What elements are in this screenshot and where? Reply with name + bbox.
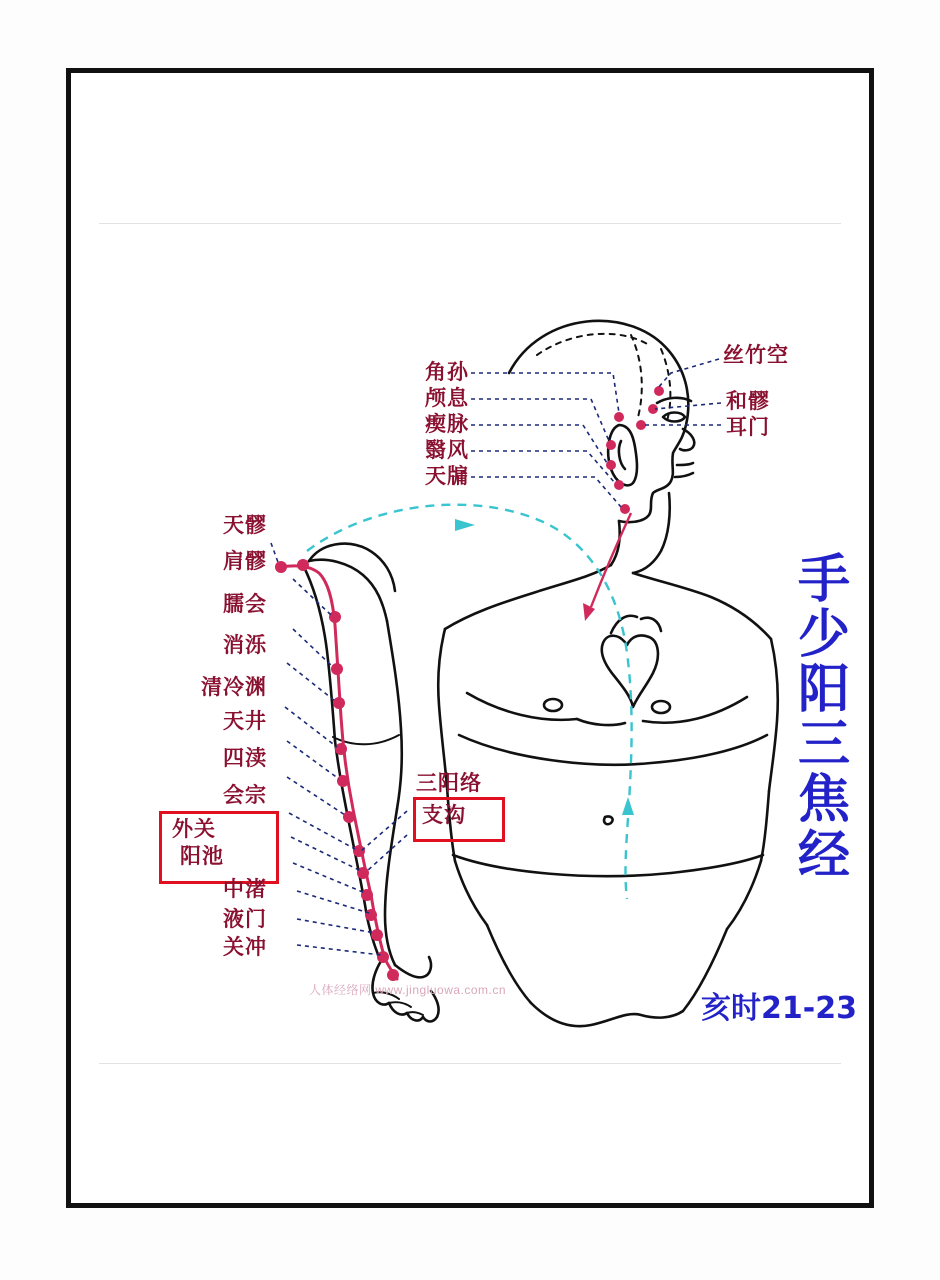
label-tianliao: 天髎 <box>223 513 267 537</box>
label-zhigou: 支沟 <box>422 803 466 827</box>
acupoint-dots <box>275 559 399 981</box>
title-char-2: 少 <box>797 605 850 666</box>
label-zhongzhu: 中渚 <box>223 877 267 901</box>
label-jianliao: 肩髎 <box>223 549 267 573</box>
title-char-6: 经 <box>797 825 850 886</box>
label-tianjing: 天井 <box>223 709 267 733</box>
meridian-illustration <box>71 73 879 1213</box>
diagram-card <box>66 68 874 1208</box>
label-qinglengyuan: 清冷渊 <box>201 675 267 699</box>
label-ermen: 耳门 <box>726 415 770 439</box>
label-xiaoluo: 消泺 <box>223 633 267 657</box>
label-yifeng: 翳风 <box>425 438 469 462</box>
label-sanyangluo: 三阳络 <box>416 771 482 795</box>
highlight-box-zhigou <box>413 797 505 842</box>
label-guanchong: 关冲 <box>223 935 267 959</box>
meridian-title <box>787 550 861 886</box>
label-sizhukong: 丝竹空 <box>723 343 789 367</box>
site-watermark: 人体经络网 www.jingluowa.com.cn <box>309 983 507 997</box>
label-yangchi: 阳池 <box>180 844 224 868</box>
label-heliao: 和髎 <box>726 389 770 413</box>
title-char-1: 手 <box>797 550 850 610</box>
label-yemen: 液门 <box>223 907 267 931</box>
flow-arrow-shoulder <box>591 513 631 607</box>
label-chimai: 瘈脉 <box>425 412 469 436</box>
title-char-5: 焦 <box>797 770 850 831</box>
label-naohui: 臑会 <box>223 592 267 616</box>
title-char-3: 阳 <box>797 660 850 721</box>
meridian-time: 亥时21-23 <box>701 991 857 1026</box>
highlight-box-waiguan-yangchi <box>159 811 279 884</box>
label-luxi: 颅息 <box>425 386 469 410</box>
label-jiaosun: 角孙 <box>425 360 469 384</box>
title-char-4: 三 <box>797 715 850 776</box>
label-huizong: 会宗 <box>223 783 267 807</box>
label-waiguan: 外关 <box>172 817 216 841</box>
label-tianyou: 天牖 <box>425 464 469 488</box>
label-sidu: 四渎 <box>223 746 267 770</box>
